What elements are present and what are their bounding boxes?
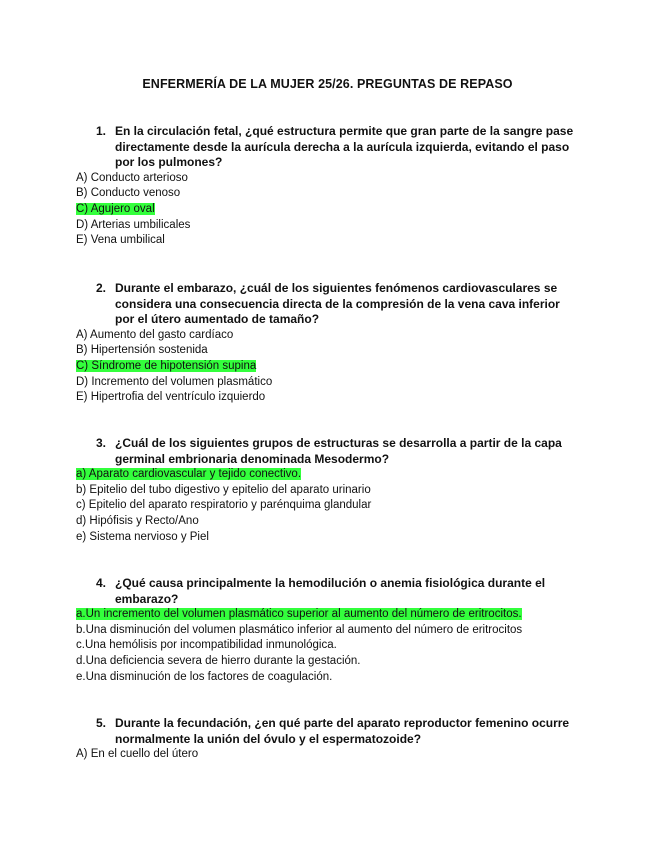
answer-highlight: a.Un incremento del volumen plasmático superior al aumento del número de eritrocitos. (76, 608, 522, 621)
question-stem (76, 436, 576, 467)
question-2 (76, 281, 576, 406)
answer-highlight: a) Aparato cardiovascular y tejido conectivo. (76, 468, 302, 481)
question-number: 4. (96, 576, 107, 590)
option: D) Incremento del volumen plasmático (76, 375, 273, 388)
option-highlighted (76, 359, 576, 375)
option: B) Hipertensión sostenida (76, 344, 208, 357)
question-number: 2. (96, 281, 107, 295)
question-stem (76, 281, 576, 328)
question-1 (76, 124, 576, 249)
question-text: Durante la fecundación, ¿en qué parte del aparato reproductor femenino ocurre normalmente la unión del óvulo y el espermatozoide? (115, 716, 570, 746)
answer-highlight: C) Agujero oval (76, 202, 155, 215)
question-4 (76, 576, 576, 685)
option-highlighted (76, 607, 576, 623)
option: c) Epitelio del aparato respiratorio y parénquima glandular (76, 499, 372, 512)
option: B) Conducto venoso (76, 187, 181, 200)
option-highlighted (76, 467, 576, 483)
question-number: 1. (96, 124, 107, 138)
question-stem (76, 716, 576, 747)
option: A) Conducto arterioso (76, 171, 188, 184)
option-highlighted (76, 202, 576, 218)
option: b.Una disminución del volumen plasmático inferior al aumento del número de eritrocitos (76, 623, 523, 636)
option: A) Aumento del gasto cardíaco (76, 328, 234, 341)
option: E) Vena umbilical (76, 234, 165, 247)
page-title: ENFERMERÍA DE LA MUJER 25/26. PREGUNTAS DE REPASO (142, 77, 513, 91)
option: E) Hipertrofia del ventrículo izquierdo (76, 391, 266, 404)
question-number: 5. (96, 716, 107, 730)
option: c.Una hemólisis por incompatibilidad inmunológica. (76, 639, 337, 652)
question-5 (76, 716, 576, 763)
question-text: ¿Cuál de los siguientes grupos de estructuras se desarrolla a partir de la capa germinal embrionaria denominada Mesodermo? (115, 436, 562, 466)
option: d.Una deficiencia severa de hierro durante la gestación. (76, 654, 361, 667)
option: A) En el cuello del útero (76, 748, 199, 761)
question-stem (76, 124, 576, 171)
option: D) Arterias umbilicales (76, 218, 191, 231)
question-text: ¿Qué causa principalmente la hemodilución o anemia fisiológica durante el embarazo? (115, 576, 546, 606)
answer-highlight: C) Síndrome de hipotensión supina (76, 359, 257, 372)
option: b) Epitelio del tubo digestivo y epitelio del aparato urinario (76, 483, 371, 496)
question-number: 3. (96, 436, 107, 450)
question-text: Durante el embarazo, ¿cuál de los siguientes fenómenos cardiovasculares se considera una consecuencia directa de la compresión de la vena cava inferior por el útero aumentado de tamaño? (115, 281, 560, 327)
option: e.Una disminución de los factores de coagulación. (76, 670, 333, 683)
question-3 (76, 436, 576, 545)
option: d) Hipófisis y Recto/Ano (76, 514, 199, 527)
question-text: En la circulación fetal, ¿qué estructura permite que gran parte de la sangre pase directamente desde la aurícula derecha a la aurícula izquierda, evitando el paso por los pulmones? (115, 124, 574, 170)
question-stem (76, 576, 576, 607)
option: e) Sistema nervioso y Piel (76, 530, 209, 543)
